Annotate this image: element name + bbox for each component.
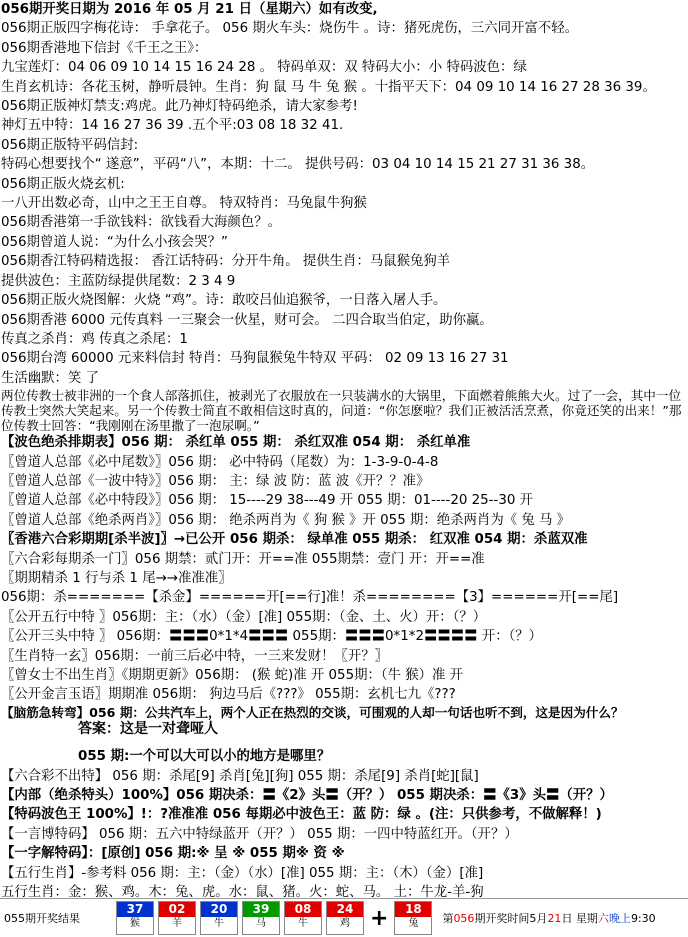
result-bar — [0, 898, 688, 937]
line-lamp-ban: 056期正版神灯禁支:鸡虎。此乃神灯特码绝杀，请大家参考! — [1, 99, 358, 115]
line-zodiac-mystery: 〖生肖特一玄〗056期：一前三后必中特，一三来发财！〖开？〗 — [1, 648, 389, 664]
line-madam-zeng: 〖曾女士不出生肖〗《期期更新》056期： (猴 蛇)准 开 055期：（牛 猴）准 开 — [1, 668, 464, 683]
next-draw-issue: 056 — [453, 912, 475, 925]
line-one-word: 【一言博特码】 056 期：五六中特绿蓝开（开？） 055 期：一四中特蓝红开。（开？） — [1, 826, 518, 842]
line-no-special: 【六合彩不出特】 056 期：杀尾[9] 杀肖[兔][狗] 055 期：杀尾[9] 杀肖[蛇][鼠] — [1, 768, 479, 784]
line-kill-row: 〖期期精杀 1 行与杀 1 尾→→准准准〗 — [1, 570, 232, 586]
riddle-answer: 答案：这是一对聋哑人 — [78, 720, 218, 737]
line-taiwan: 056期台湾 60000 元来料信封 特肖：马狗鼠猴兔牛特双 平码： 02 09 13 16 27 31 — [1, 351, 509, 367]
next-draw-time: 9:30 — [630, 912, 656, 925]
next-draw-weekday-label: 日 星期 — [561, 912, 598, 925]
line-five-zodiac: 【五行生肖】-参考料 056 期：主：（金）（水）[准] 055 期：主：（木）（金）[准] — [1, 865, 484, 881]
line-lamp-five: 神灯五中特：14 16 27 36 39 .五个平:03 08 18 32 41. — [1, 118, 344, 134]
line-wave-king: 【特码波色王 100%】!：?准准准 056 每期必中波色王：蓝 防：绿 。(注：只供参考，不做解释！) — [1, 807, 602, 823]
line-humor: 生活幽默：笑 了 — [1, 370, 99, 386]
line-character: 【一字解特码】：[原创] 056 期:※ 呈 ※ 055 期※ 资 ※ — [1, 846, 345, 862]
line-kill-gold: 056期：杀=======【杀金】======开[==行]准！杀========【3】======开[==尾] — [1, 590, 619, 606]
line-one-wave: 〖曾道人总部《一波中特》〗056 期： 主：绿 波 防：蓝 波《开？？准》 — [1, 473, 430, 489]
result-balls — [116, 901, 436, 935]
line-segment: 〖曾道人总部《必中特段》〗056 期： 15----29 38---49 开 055 期：01----20 25--30 开 — [1, 493, 534, 509]
riddle-question: 【脑筋急转弯】056 期：公共汽车上，两个人正在热烈的交谈，可围观的人却一句话也听不到，这是因为什么？ — [1, 704, 624, 720]
ball-number: 24 — [327, 902, 363, 917]
next-draw-prefix: 第 — [442, 912, 454, 925]
ball-zodiac: 兔 — [408, 918, 419, 929]
line-xiangjiang: 056期香江特码精选报： 香江话特码：分开牛角。 提供生肖：马鼠猴兔狗羊 — [1, 254, 451, 270]
story-paragraph: 两位传教士被非洲的一个食人部落抓住，被剥光了衣服放在一只装满水的大锅里，下面燃着熊熊大火。过了一会，其中一位传教士突然大笑起来。另一个传教士简直不敢相信这时真的，问道：“你怎麽啦？我们正被活活烹煮，你竟还笑的出来！”那位传教士回答：“我刚刚在汤里撒了一泡尿啊。” — [1, 388, 682, 434]
line-plum-poem: 056期正版四字梅花诗： 手拿花子。 056 期火车头：烧伤牛 。诗：猪死虎伤，三六同开富不轻。 — [1, 21, 578, 37]
ball-number: 20 — [201, 902, 237, 917]
ball-zodiac: 马 — [256, 918, 266, 929]
line-zodiac-poem: 生肖玄机诗：各花玉树，静听晨钟。生肖：狗 鼠 马 牛 兔 猴 。十指平天下：04 09 10 14 16 27 28 36 39。 — [1, 79, 656, 95]
ball-zodiac: 牛 — [214, 918, 224, 929]
line-fire-mystery: 056期正版火烧玄机: — [1, 176, 125, 192]
ball-number: 02 — [159, 902, 195, 917]
line-issue-date: 056期开奖日期为 2016 年 05 月 21 日（星期六）如有改变, — [1, 2, 378, 17]
line-fax-6000: 056期香港 6000 元传真料 一三聚会一伙星，财可会。 二四合取当伯定，助你赢。 — [1, 312, 493, 328]
line-five-element: 〖公开五行中特 〗056期：主：（水）（金）[准] 055期：（金、土、火）开：（？） — [1, 609, 487, 625]
line-wave: 提供波色：主蓝防绿提供尾数：2 3 4 9 — [1, 273, 236, 289]
line-flat-envelope: 056期正版特平码信封: — [1, 137, 139, 153]
ball-number: 18 — [395, 902, 431, 917]
ball-zodiac: 羊 — [172, 918, 182, 929]
ball-number: 39 — [243, 902, 279, 917]
line-golden-words: 〖公开金言玉语〗期期准 056期： 狗边马后《???》 055期：玄机七九《??? — [1, 687, 456, 703]
line-hk-first: 056期香港第一手欲钱料：欲钱看大海颜色？。 — [1, 215, 281, 231]
result-ball — [116, 901, 154, 935]
ball-zodiac: 牛 — [298, 918, 308, 929]
result-ball — [200, 901, 238, 935]
result-ball — [284, 901, 322, 935]
special-ball — [394, 901, 432, 935]
ball-zodiac: 鸡 — [340, 918, 350, 929]
next-draw-day: 21 — [547, 912, 562, 925]
ball-number: 08 — [285, 902, 321, 917]
next-draw-info — [442, 910, 655, 926]
line-hk-envelope: 056期香港地下信封《千王之王》： — [1, 40, 208, 56]
next-draw-weekday: 六 — [597, 912, 609, 925]
result-ball — [158, 901, 196, 935]
line-kill-door: 〖六合彩每期杀一门〗056 期禁：贰门开：开==准 055期禁：壹门 开：开==准 — [1, 551, 485, 567]
line-element-list: 五行生肖：金：猴、鸡。木：兔、虎。水：鼠、猪。火：蛇、马。 土：牛龙-羊-狗 — [1, 885, 484, 901]
line-wave-kill: 【波色绝杀排期表】056 期： 杀红单 055 期： 杀红双准 054 期： 杀红单准 — [1, 435, 471, 451]
riddle-055: 055 期:一个可以大可以小的地方是哪里？ — [78, 749, 331, 765]
line-internal-kill: 【内部（绝杀特头）100%】056 期决杀：〓《2》头〓（开？） 055 期决杀：〓《3》头〓（开？） — [1, 788, 613, 804]
line-zeng-says: 056期曾道人说：“为什么小孩会哭？” — [1, 234, 228, 250]
line-three-head: 〖公开三头中特 〗 056期：〓〓〓0*1*4〓〓〓 055期：〓〓〓0*1*2〓〓〓〓 开：（？） — [1, 629, 543, 645]
line-fax-kill: 传真之杀肖：鸡 传真之杀尾：1 — [1, 331, 188, 347]
line-half-wave: 〖香港六合彩期期[杀半波]〗→已公开 056 期杀： 绿单准 055 期杀： 红双准 054 期：杀蓝双准 — [1, 532, 588, 548]
result-ball — [242, 901, 280, 935]
next-draw-text: 期开奖时间5月 — [474, 912, 548, 925]
line-tail-number: 〖曾道人总部《必中尾数》〗056 期： 必中特码（尾数）为：1-3-9-0-4-8 — [1, 454, 439, 470]
plus-sign: + — [370, 905, 389, 931]
line-kill-two: 〖曾道人总部《绝杀两肖》〗056 期： 绝杀两肖为《 狗 猴 》开 055 期：绝杀两肖为《 兔 马 》 — [1, 512, 571, 528]
result-label: 055期开奖结果 — [4, 912, 80, 925]
ball-zodiac: 猴 — [130, 918, 140, 929]
line-wish: 特码心想要找个“ 遂意”，平码“八”，本期：十二。 提供号码：03 04 10 14 15 21 27 31 36 38。 — [1, 157, 595, 173]
next-draw-evening: 晚上 — [608, 912, 631, 925]
result-ball — [326, 901, 364, 935]
line-nine-lotus: 九宝莲灯：04 06 09 10 14 15 16 24 28 。 特码单双：双 特码大小：小 特码波色：绿 — [1, 60, 527, 76]
ball-number: 37 — [117, 902, 153, 917]
line-one-eight: 一八开出数必奇，山中之王王自尊。 特双特肖：马兔鼠牛狗猴 — [1, 196, 367, 212]
line-fire-picture: 056期正版火烧图解：火烧 “鸡”。诗：敢咬吕仙追猴爷，一日落入屠人手。 — [1, 293, 447, 309]
